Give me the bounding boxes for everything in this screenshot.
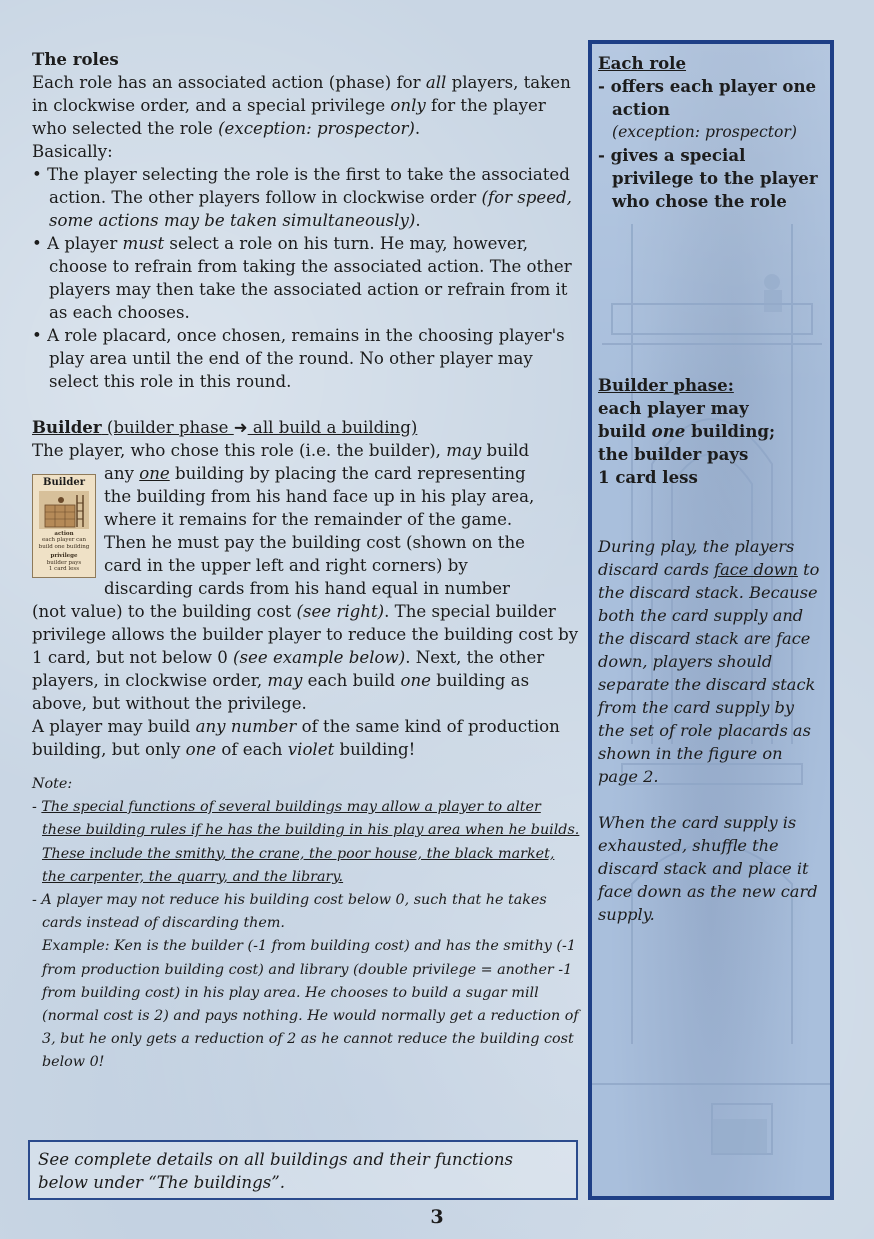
sidebar-gives: - gives a special privilege to the player who chose the role — [598, 145, 818, 211]
card-action-text-1: each player can — [41, 537, 87, 544]
buildings-callout — [28, 1140, 578, 1200]
note-item-2: - A player may not reduce his building cost below 0, such that he takes cards instead of discarding them. — [32, 892, 547, 932]
sidebar-bp-line-3: the builder pays — [598, 444, 749, 464]
builder-line-3: the building from his hand face up in his play area, — [104, 487, 535, 506]
builder-line-5: Then he must pay the building cost (shown on the — [104, 533, 525, 552]
page-number: 3 — [430, 1206, 444, 1228]
card-title: Builder — [43, 477, 85, 488]
note-label: Note: — [32, 776, 73, 792]
sidebar-bp-line-1: each player may — [598, 398, 749, 418]
sidebar-bp-line-4: 1 card less — [598, 467, 698, 487]
builder-illustration-icon — [39, 491, 89, 529]
builder-line-7: discarding cards from his hand equal in number — [104, 579, 510, 598]
builder-heading: Builder (builder phase ➜ all build a building) — [32, 417, 418, 437]
sidebar-discard-text: During play, the players discard cards face down to the discard stack. Because both the card supply and the discard stack are face down, players should separate the discard stack from the card supply by the set of role placards as shown in the figure on page 2. — [598, 537, 820, 786]
builder-role-card — [32, 474, 96, 578]
builder-card-block — [32, 462, 580, 600]
card-privilege-text-2: 1 card less — [48, 566, 80, 573]
builder-line-1: The player, who chose this role (i.e. the builder), may build — [32, 441, 530, 460]
sidebar-bp-line-2: build one building; — [598, 421, 776, 441]
note-example: Example: Ken is the builder (-1 from building cost) and has the smithy (-1 from production building cost) and library (double privilege = another -1 from building cost) in his play area. He chooses to build a sugar mill (normal cost is 2) and pays nothing. He would normally get a reduction of 3, but he only gets a reduction of 2 as he cannot reduce the building cost below 0! — [42, 938, 579, 1071]
builder-any-number: A player may build any number of the same kind of production building, but only one of each violet building! — [32, 717, 560, 759]
builder-line-6: card in the upper left and right corners) by — [104, 556, 468, 575]
note-item-1: - The special functions of several buildings may allow a player to alter these building rules if he has the building in his play area when he builds. These include the smithy, the crane, the poor house, the black market, the carpenter, the quarry, and the library. — [32, 799, 580, 885]
card-action-label: action — [54, 531, 74, 537]
roles-bullet-3: • A role placard, once chosen, remains in the choosing player's play area until the end of the round. No other player may select this role in this round. — [32, 326, 565, 391]
main-column — [32, 48, 580, 1075]
roles-intro: Each role has an associated action (phase) for all players, taken in clockwise order, and a special privilege only for the player who selected the role (exception: prospector). — [32, 73, 571, 138]
card-action-text-2: build one building — [38, 543, 90, 550]
callout-text: See complete details on all buildings and their functions below under “The buildings”. — [38, 1150, 514, 1192]
sidebar-panel — [588, 40, 834, 1200]
builder-line-4: where it remains for the remainder of the game. — [104, 510, 513, 529]
roles-heading: The roles — [32, 49, 119, 69]
sidebar-exception: (exception: prospector) — [612, 123, 797, 141]
sidebar-supply-text: When the card supply is exhausted, shuffle the discard stack and place it face down as the new card supply. — [598, 813, 818, 924]
card-privilege-label: privilege — [50, 553, 78, 560]
roles-bullet-1: • The player selecting the role is the first to take the associated action. The other players follow in clockwise order (for speed, some actions may be taken simultaneously). — [32, 165, 572, 230]
sidebar-each-role: Each role — [598, 53, 687, 73]
sidebar-offers: - offers each player one action — [598, 76, 817, 119]
sidebar-builder-phase: Builder phase: — [598, 375, 734, 395]
card-privilege-text-1: builder pays — [46, 559, 82, 566]
roles-bullet-2: • A player must select a role on his turn. He may, however, choose to refrain from taking the associated action. The other players may then take the associated action or refrain from it as each chooses. — [32, 234, 572, 322]
roles-basically: Basically: — [32, 142, 113, 161]
arrow-right-icon: ➜ — [233, 418, 248, 437]
builder-line-2: any one building by placing the card representing — [104, 464, 526, 483]
builder-rest: (not value) to the building cost (see right). The special builder privilege allows the builder player to reduce the building cost by 1 card, but not below 0 (see example below). Next, the other players, in clockwise order, may each build one building as above, but without the privilege. — [32, 602, 579, 713]
